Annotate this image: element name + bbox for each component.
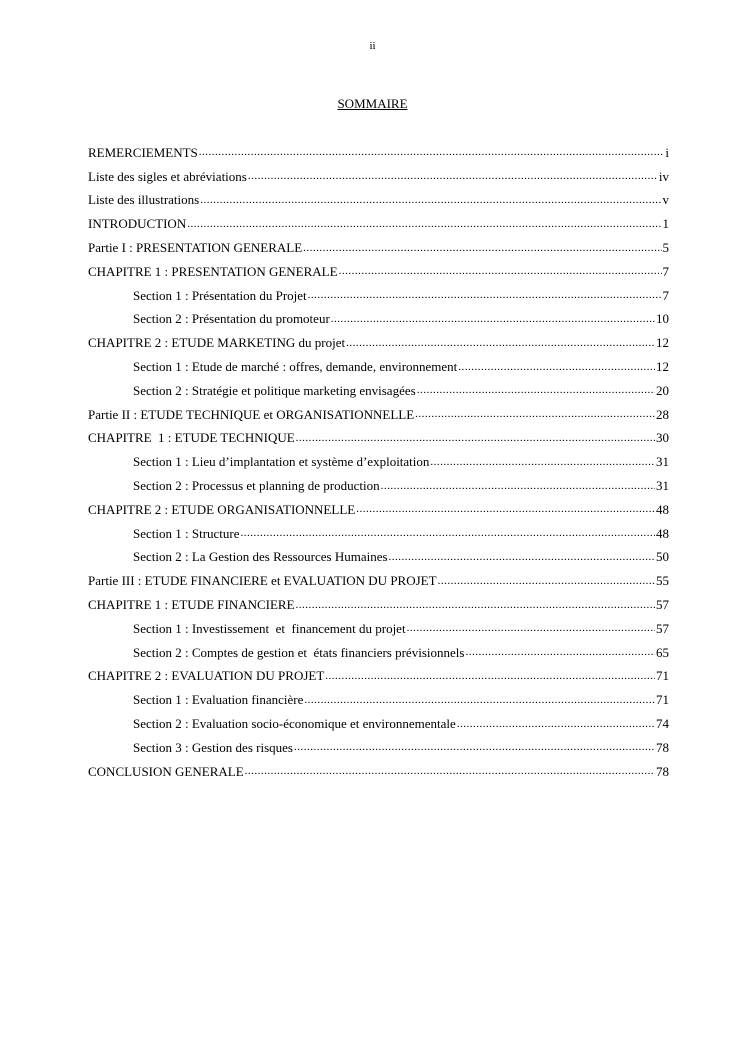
toc-entry-page: 12: [656, 335, 669, 351]
toc-entry[interactable]: [88, 284, 669, 308]
toc-entry[interactable]: [88, 141, 669, 165]
toc-entry-label: Section 2 : La Gestion des Ressources Humaines: [133, 549, 388, 565]
toc-entry-leader: [187, 219, 661, 230]
toc-entry-label: CHAPITRE 1 : ETUDE TECHNIQUE: [88, 430, 295, 446]
toc-entry-page: 30: [656, 430, 669, 446]
toc-entry[interactable]: [88, 546, 669, 570]
toc-entry-leader: [308, 290, 662, 301]
toc-entry[interactable]: [88, 308, 669, 332]
toc-entry-page: 12: [656, 359, 669, 375]
toc-entry-label: CHAPITRE 1 : ETUDE FINANCIERE: [88, 597, 295, 613]
toc-entry[interactable]: [88, 189, 669, 213]
toc-entry[interactable]: [88, 760, 669, 784]
toc-entry-leader: [241, 528, 655, 539]
toc-entry-leader: [438, 576, 655, 587]
toc-entry-leader: [415, 409, 655, 420]
toc-entry-leader: [458, 362, 655, 373]
toc-entry[interactable]: [88, 450, 669, 474]
toc-entry-label: Section 1 : Lieu d’implantation et système d’exploitation: [133, 454, 430, 470]
toc-entry-label: Section 3 : Gestion des risques: [133, 739, 293, 755]
toc-entry-label: CHAPITRE 2 : ETUDE ORGANISATIONNELLE: [88, 501, 356, 517]
toc-entry-label: CHAPITRE 2 : ETUDE MARKETING du projet: [88, 335, 346, 351]
toc-entry-page: 20: [656, 382, 669, 398]
toc-entry-label: Section 2 : Processus et planning de production: [133, 478, 380, 494]
toc-entry-label: Section 2 : Présentation du promoteur: [133, 311, 330, 327]
toc-entry-page: 28: [656, 406, 669, 422]
toc-entry-page: 78: [656, 739, 669, 755]
table-of-contents: [88, 141, 669, 784]
toc-entry-page: 55: [656, 573, 669, 589]
toc-entry[interactable]: [88, 474, 669, 498]
toc-entry-label: Section 2 : Comptes de gestion et états financiers prévisionnels: [133, 644, 465, 660]
toc-entry-label: Section 1 : Evaluation financière: [133, 692, 304, 708]
toc-entry-label: CHAPITRE 1 : PRESENTATION GENERALE: [88, 263, 338, 279]
toc-entry-leader: [303, 243, 661, 254]
toc-entry-label: Partie III : ETUDE FINANCIERE et EVALUATION DU PROJET: [88, 573, 437, 589]
toc-entry-leader: [381, 481, 655, 492]
toc-entry-leader: [331, 314, 655, 325]
toc-entry[interactable]: [88, 236, 669, 260]
toc-entry-page: 65: [656, 644, 669, 660]
toc-entry-leader: [294, 742, 655, 753]
toc-entry-page: i: [665, 144, 669, 160]
toc-entry-leader: [430, 457, 655, 468]
toc-entry[interactable]: [88, 569, 669, 593]
toc-entry-page: 7: [662, 263, 669, 279]
toc-entry-leader: [325, 671, 655, 682]
toc-entry[interactable]: [88, 379, 669, 403]
toc-entry-leader: [200, 195, 661, 206]
toc-entry[interactable]: [88, 688, 669, 712]
toc-entry-page: 78: [656, 763, 669, 779]
toc-entry-page: 50: [656, 549, 669, 565]
toc-entry-page: 31: [656, 454, 669, 470]
toc-entry-page: 48: [656, 501, 669, 517]
toc-entry[interactable]: [88, 355, 669, 379]
toc-entry[interactable]: [88, 712, 669, 736]
toc-entry-page: 57: [656, 597, 669, 613]
toc-entry-label: Section 1 : Investissement et financement du projet: [133, 620, 406, 636]
toc-entry[interactable]: [88, 212, 669, 236]
toc-entry[interactable]: [88, 665, 669, 689]
toc-entry-label: Partie II : ETUDE TECHNIQUE et ORGANISATIONNELLE: [88, 406, 415, 422]
toc-entry-page: 48: [656, 525, 669, 541]
toc-entry[interactable]: [88, 522, 669, 546]
toc-entry-label: CHAPITRE 2 : EVALUATION DU PROJET: [88, 668, 325, 684]
toc-entry-page: 1: [662, 216, 669, 232]
toc-entry-label: INTRODUCTION: [88, 216, 187, 232]
toc-entry-page: 31: [656, 478, 669, 494]
toc-entry-page: 10: [656, 311, 669, 327]
toc-entry[interactable]: [88, 593, 669, 617]
toc-entry[interactable]: [88, 331, 669, 355]
toc-entry-leader: [407, 623, 655, 634]
toc-entry-leader: [417, 385, 655, 396]
toc-entry-label: Section 1 : Structure: [133, 525, 240, 541]
toc-entry-page: 71: [656, 692, 669, 708]
toc-entry-page: 7: [662, 287, 669, 303]
toc-entry-label: Section 1 : Présentation du Projet: [133, 287, 307, 303]
toc-entry-leader: [346, 338, 655, 349]
toc-entry-label: Partie I : PRESENTATION GENERALE: [88, 240, 303, 256]
toc-entry[interactable]: [88, 498, 669, 522]
toc-entry-leader: [199, 147, 665, 158]
toc-entry-label: Liste des sigles et abréviations: [88, 168, 247, 184]
toc-entry-leader: [389, 552, 655, 563]
toc-entry-leader: [245, 766, 655, 777]
toc-entry[interactable]: [88, 617, 669, 641]
toc-entry-page: iv: [658, 168, 669, 184]
toc-entry[interactable]: [88, 260, 669, 284]
toc-entry-leader: [339, 266, 662, 277]
page-number: ii: [369, 40, 376, 52]
page-title: SOMMAIRE: [337, 96, 408, 111]
toc-entry-label: Liste des illustrations: [88, 192, 200, 208]
toc-entry-leader: [296, 433, 655, 444]
toc-entry[interactable]: [88, 403, 669, 427]
toc-entry[interactable]: [88, 736, 669, 760]
toc-entry-leader: [457, 719, 655, 730]
toc-entry-page: 5: [662, 240, 669, 256]
toc-entry-leader: [296, 600, 655, 611]
toc-entry-page: 57: [656, 620, 669, 636]
toc-entry-label: REMERCIEMENTS: [88, 144, 198, 160]
toc-entry-page: 74: [656, 716, 669, 732]
toc-entry-label: Section 1 : Etude de marché : offres, demande, environnement: [133, 359, 458, 375]
toc-entry-page: v: [662, 192, 669, 208]
toc-entry-leader: [248, 171, 658, 182]
toc-entry-label: Section 2 : Evaluation socio-économique et environnementale: [133, 716, 456, 732]
toc-entry-leader: [304, 695, 655, 706]
toc-entry[interactable]: [88, 165, 669, 189]
toc-entry-label: Section 2 : Stratégie et politique marketing envisagées: [133, 382, 416, 398]
toc-entry-label: CONCLUSION GENERALE: [88, 763, 244, 779]
toc-entry-page: 71: [656, 668, 669, 684]
toc-entry-leader: [465, 647, 655, 658]
toc-entry[interactable]: [88, 641, 669, 665]
toc-entry[interactable]: [88, 427, 669, 451]
toc-entry-leader: [356, 504, 655, 515]
